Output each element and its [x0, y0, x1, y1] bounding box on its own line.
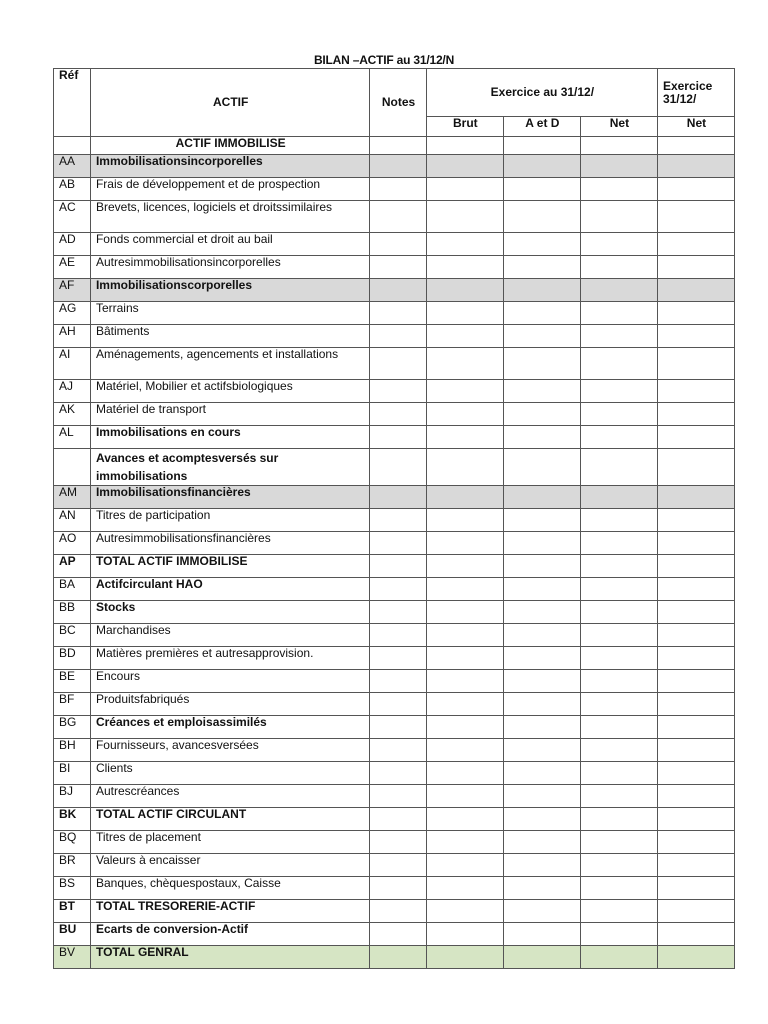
- table-row: [54, 877, 735, 900]
- notes-cell: [370, 670, 426, 693]
- net-prev-cell: [657, 555, 734, 578]
- ref-cell: AG: [54, 302, 91, 325]
- notes-cell: [370, 762, 426, 785]
- notes-cell: [370, 137, 426, 155]
- brut-cell: [426, 670, 503, 693]
- notes-cell: [370, 923, 426, 946]
- table-row: [54, 233, 735, 256]
- notes-cell: [370, 854, 426, 877]
- aetd-cell: [503, 380, 580, 403]
- notes-cell: [370, 256, 426, 279]
- label-cell: Immobilisationsincorporelles: [90, 155, 369, 178]
- notes-cell: [370, 739, 426, 762]
- brut-cell: [426, 178, 503, 201]
- net-prev-cell: [657, 509, 734, 532]
- ref-cell: AF: [54, 279, 91, 302]
- header-notes: Notes: [370, 69, 426, 137]
- notes-cell: [370, 178, 426, 201]
- brut-cell: [426, 325, 503, 348]
- net-cell: [580, 380, 657, 403]
- header-ref: Réf: [54, 69, 91, 137]
- table-row: [54, 201, 735, 233]
- table-row: [54, 380, 735, 403]
- label-cell: Matières premières et autresapprovision.: [90, 647, 369, 670]
- table-row: [54, 178, 735, 201]
- aetd-cell: [503, 785, 580, 808]
- brut-cell: [426, 279, 503, 302]
- ref-cell: AA: [54, 155, 91, 178]
- notes-cell: [370, 348, 426, 380]
- header-exercice-n: Exercice au 31/12/: [426, 69, 657, 117]
- header-actif: ACTIF: [90, 69, 369, 137]
- notes-cell: [370, 808, 426, 831]
- net-cell: [580, 601, 657, 624]
- ref-cell: BQ: [54, 831, 91, 854]
- brut-cell: [426, 137, 503, 155]
- net-prev-cell: [657, 201, 734, 233]
- aetd-cell: [503, 178, 580, 201]
- header-a-et-d: A et D: [503, 117, 580, 137]
- table-row: [54, 808, 735, 831]
- table-row: [54, 854, 735, 877]
- label-cell: TOTAL ACTIF CIRCULANT: [90, 808, 369, 831]
- net-prev-cell: [657, 325, 734, 348]
- label-cell: TOTAL TRESORERIE-ACTIF: [90, 900, 369, 923]
- brut-cell: [426, 647, 503, 670]
- aetd-cell: [503, 624, 580, 647]
- brut-cell: [426, 762, 503, 785]
- notes-cell: [370, 509, 426, 532]
- table-row: [54, 923, 735, 946]
- table-row: [54, 831, 735, 854]
- table-row: [54, 155, 735, 178]
- table-row: [54, 670, 735, 693]
- ref-cell: BT: [54, 900, 91, 923]
- ref-cell: BC: [54, 624, 91, 647]
- notes-cell: [370, 601, 426, 624]
- notes-cell: [370, 449, 426, 486]
- net-prev-cell: [657, 601, 734, 624]
- notes-cell: [370, 233, 426, 256]
- table-row: [54, 279, 735, 302]
- brut-cell: [426, 808, 503, 831]
- net-cell: [580, 693, 657, 716]
- notes-cell: [370, 426, 426, 449]
- ref-cell: AM: [54, 486, 91, 509]
- header-brut: Brut: [426, 117, 503, 137]
- aetd-cell: [503, 532, 580, 555]
- header-net-previous: Net: [657, 117, 734, 137]
- aetd-cell: [503, 426, 580, 449]
- brut-cell: [426, 578, 503, 601]
- net-prev-cell: [657, 426, 734, 449]
- table-row: [54, 624, 735, 647]
- table-row: [54, 302, 735, 325]
- label-cell: Bâtiments: [90, 325, 369, 348]
- label-cell: Ecarts de conversion-Actif: [90, 923, 369, 946]
- label-cell: Autresimmobilisationsfinancières: [90, 532, 369, 555]
- ref-cell: BE: [54, 670, 91, 693]
- label-cell: Terrains: [90, 302, 369, 325]
- label-cell: Aménagements, agencements et installations: [90, 348, 369, 380]
- notes-cell: [370, 624, 426, 647]
- table-row: [54, 647, 735, 670]
- net-prev-cell: [657, 178, 734, 201]
- net-prev-cell: [657, 923, 734, 946]
- table-row: [54, 578, 735, 601]
- net-prev-cell: [657, 762, 734, 785]
- net-cell: [580, 785, 657, 808]
- net-prev-cell: [657, 739, 734, 762]
- aetd-cell: [503, 716, 580, 739]
- ref-cell: AI: [54, 348, 91, 380]
- aetd-cell: [503, 155, 580, 178]
- label-cell: Immobilisationsfinancières: [90, 486, 369, 509]
- net-prev-cell: [657, 256, 734, 279]
- net-prev-cell: [657, 233, 734, 256]
- ref-cell: BI: [54, 762, 91, 785]
- net-cell: [580, 647, 657, 670]
- table-row: [54, 348, 735, 380]
- label-cell: TOTAL ACTIF IMMOBILISE: [90, 555, 369, 578]
- ref-cell: AH: [54, 325, 91, 348]
- net-cell: [580, 670, 657, 693]
- brut-cell: [426, 601, 503, 624]
- label-cell: Banques, chèquespostaux, Caisse: [90, 877, 369, 900]
- brut-cell: [426, 785, 503, 808]
- ref-cell: AL: [54, 426, 91, 449]
- brut-cell: [426, 946, 503, 969]
- net-cell: [580, 348, 657, 380]
- label-cell: Marchandises: [90, 624, 369, 647]
- notes-cell: [370, 325, 426, 348]
- net-cell: [580, 808, 657, 831]
- ref-cell: AE: [54, 256, 91, 279]
- ref-cell: AC: [54, 201, 91, 233]
- net-cell: [580, 178, 657, 201]
- label-cell: Créances et emploisassimilés: [90, 716, 369, 739]
- net-prev-cell: [657, 486, 734, 509]
- table-row: [54, 325, 735, 348]
- aetd-cell: [503, 578, 580, 601]
- aetd-cell: [503, 808, 580, 831]
- label-cell: Immobilisationscorporelles: [90, 279, 369, 302]
- table-row: [54, 532, 735, 555]
- notes-cell: [370, 302, 426, 325]
- ref-cell: AO: [54, 532, 91, 555]
- net-prev-cell: [657, 624, 734, 647]
- net-cell: [580, 302, 657, 325]
- ref-cell: AD: [54, 233, 91, 256]
- net-prev-cell: [657, 403, 734, 426]
- ref-cell: AP: [54, 555, 91, 578]
- label-cell: Titres de participation: [90, 509, 369, 532]
- net-cell: [580, 325, 657, 348]
- aetd-cell: [503, 201, 580, 233]
- notes-cell: [370, 716, 426, 739]
- ref-cell: BF: [54, 693, 91, 716]
- brut-cell: [426, 739, 503, 762]
- aetd-cell: [503, 946, 580, 969]
- brut-cell: [426, 403, 503, 426]
- notes-cell: [370, 785, 426, 808]
- ref-cell: BR: [54, 854, 91, 877]
- table-row: [54, 762, 735, 785]
- net-cell: [580, 403, 657, 426]
- ref-cell: BG: [54, 716, 91, 739]
- brut-cell: [426, 233, 503, 256]
- ref-cell: BV: [54, 946, 91, 969]
- brut-cell: [426, 693, 503, 716]
- notes-cell: [370, 900, 426, 923]
- ref-cell: BD: [54, 647, 91, 670]
- label-cell: Immobilisations en cours: [90, 426, 369, 449]
- net-cell: [580, 256, 657, 279]
- net-prev-cell: [657, 137, 734, 155]
- brut-cell: [426, 348, 503, 380]
- label-cell: Frais de développement et de prospection: [90, 178, 369, 201]
- net-prev-cell: [657, 808, 734, 831]
- aetd-cell: [503, 877, 580, 900]
- brut-cell: [426, 256, 503, 279]
- header-exercice-n1: Exercice 31/12/: [657, 69, 734, 117]
- label-cell: Titres de placement: [90, 831, 369, 854]
- net-prev-cell: [657, 302, 734, 325]
- label-cell: Fonds commercial et droit au bail: [90, 233, 369, 256]
- notes-cell: [370, 877, 426, 900]
- aetd-cell: [503, 647, 580, 670]
- ref-cell: AJ: [54, 380, 91, 403]
- table-row: [54, 426, 735, 449]
- aetd-cell: [503, 256, 580, 279]
- notes-cell: [370, 279, 426, 302]
- net-cell: [580, 762, 657, 785]
- net-cell: [580, 532, 657, 555]
- net-cell: [580, 716, 657, 739]
- label-cell: Actifcirculant HAO: [90, 578, 369, 601]
- aetd-cell: [503, 762, 580, 785]
- ref-cell: BK: [54, 808, 91, 831]
- net-prev-cell: [657, 693, 734, 716]
- brut-cell: [426, 877, 503, 900]
- ref-cell: BB: [54, 601, 91, 624]
- label-cell: Matériel de transport: [90, 403, 369, 426]
- net-prev-cell: [657, 532, 734, 555]
- brut-cell: [426, 716, 503, 739]
- label-cell: TOTAL GENRAL: [90, 946, 369, 969]
- ref-cell: BH: [54, 739, 91, 762]
- brut-cell: [426, 302, 503, 325]
- brut-cell: [426, 624, 503, 647]
- brut-cell: [426, 900, 503, 923]
- aetd-cell: [503, 486, 580, 509]
- ref-cell: BS: [54, 877, 91, 900]
- notes-cell: [370, 555, 426, 578]
- net-cell: [580, 624, 657, 647]
- aetd-cell: [503, 348, 580, 380]
- brut-cell: [426, 532, 503, 555]
- net-cell: [580, 201, 657, 233]
- net-prev-cell: [657, 900, 734, 923]
- net-cell: [580, 555, 657, 578]
- table-row: [54, 601, 735, 624]
- net-prev-cell: [657, 946, 734, 969]
- brut-cell: [426, 923, 503, 946]
- net-cell: [580, 509, 657, 532]
- aetd-cell: [503, 601, 580, 624]
- aetd-cell: [503, 739, 580, 762]
- brut-cell: [426, 854, 503, 877]
- brut-cell: [426, 486, 503, 509]
- label-cell: Clients: [90, 762, 369, 785]
- net-prev-cell: [657, 854, 734, 877]
- label-cell: Brevets, licences, logiciels et droitssimilaires: [90, 201, 369, 233]
- brut-cell: [426, 155, 503, 178]
- brut-cell: [426, 449, 503, 486]
- aetd-cell: [503, 137, 580, 155]
- ref-cell: [54, 449, 91, 486]
- net-cell: [580, 233, 657, 256]
- notes-cell: [370, 647, 426, 670]
- table-row: [54, 900, 735, 923]
- table-row: [54, 403, 735, 426]
- net-prev-cell: [657, 716, 734, 739]
- net-cell: [580, 449, 657, 486]
- table-row: [54, 555, 735, 578]
- net-prev-cell: [657, 785, 734, 808]
- notes-cell: [370, 403, 426, 426]
- brut-cell: [426, 380, 503, 403]
- net-prev-cell: [657, 578, 734, 601]
- aetd-cell: [503, 693, 580, 716]
- aetd-cell: [503, 325, 580, 348]
- notes-cell: [370, 946, 426, 969]
- net-prev-cell: [657, 348, 734, 380]
- notes-cell: [370, 532, 426, 555]
- net-cell: [580, 578, 657, 601]
- net-cell: [580, 923, 657, 946]
- net-prev-cell: [657, 279, 734, 302]
- label-cell: Avances et acomptesversés sur immobilisations: [90, 449, 369, 486]
- label-cell: Encours: [90, 670, 369, 693]
- brut-cell: [426, 555, 503, 578]
- net-prev-cell: [657, 449, 734, 486]
- label-cell: Matériel, Mobilier et actifsbiologiques: [90, 380, 369, 403]
- table-row: [54, 509, 735, 532]
- aetd-cell: [503, 233, 580, 256]
- net-cell: [580, 946, 657, 969]
- net-cell: [580, 486, 657, 509]
- aetd-cell: [503, 854, 580, 877]
- ref-cell: AN: [54, 509, 91, 532]
- net-cell: [580, 900, 657, 923]
- net-cell: [580, 426, 657, 449]
- aetd-cell: [503, 831, 580, 854]
- net-prev-cell: [657, 877, 734, 900]
- net-prev-cell: [657, 380, 734, 403]
- brut-cell: [426, 426, 503, 449]
- aetd-cell: [503, 449, 580, 486]
- aetd-cell: [503, 279, 580, 302]
- ref-cell: AK: [54, 403, 91, 426]
- page-title: BILAN –ACTIF au 31/12/N: [313, 53, 455, 67]
- ref-cell: BU: [54, 923, 91, 946]
- net-cell: [580, 155, 657, 178]
- header-net: Net: [580, 117, 657, 137]
- table-row: [54, 946, 735, 969]
- notes-cell: [370, 486, 426, 509]
- brut-cell: [426, 509, 503, 532]
- net-cell: [580, 739, 657, 762]
- table-row: [54, 486, 735, 509]
- ref-cell: BJ: [54, 785, 91, 808]
- aetd-cell: [503, 923, 580, 946]
- label-cell: Fournisseurs, avancesversées: [90, 739, 369, 762]
- notes-cell: [370, 201, 426, 233]
- table-row: [54, 739, 735, 762]
- aetd-cell: [503, 403, 580, 426]
- aetd-cell: [503, 555, 580, 578]
- net-prev-cell: [657, 155, 734, 178]
- aetd-cell: [503, 509, 580, 532]
- brut-cell: [426, 201, 503, 233]
- net-prev-cell: [657, 831, 734, 854]
- notes-cell: [370, 380, 426, 403]
- net-cell: [580, 877, 657, 900]
- ref-cell: [54, 137, 91, 155]
- label-cell: Stocks: [90, 601, 369, 624]
- brut-cell: [426, 831, 503, 854]
- net-cell: [580, 137, 657, 155]
- net-prev-cell: [657, 647, 734, 670]
- label-cell: Autresimmobilisationsincorporelles: [90, 256, 369, 279]
- table-row: [54, 449, 735, 486]
- bilan-actif-table: [53, 68, 735, 969]
- notes-cell: [370, 831, 426, 854]
- table-row: [54, 716, 735, 739]
- notes-cell: [370, 578, 426, 601]
- ref-cell: AB: [54, 178, 91, 201]
- aetd-cell: [503, 670, 580, 693]
- notes-cell: [370, 693, 426, 716]
- label-cell: Valeurs à encaisser: [90, 854, 369, 877]
- label-cell: Autrescréances: [90, 785, 369, 808]
- table-row: [54, 256, 735, 279]
- ref-cell: BA: [54, 578, 91, 601]
- section-title: ACTIF IMMOBILISE: [90, 137, 369, 155]
- table-row: [54, 785, 735, 808]
- table-row: [54, 693, 735, 716]
- aetd-cell: [503, 302, 580, 325]
- net-cell: [580, 279, 657, 302]
- net-prev-cell: [657, 670, 734, 693]
- label-cell: Produitsfabriqués: [90, 693, 369, 716]
- aetd-cell: [503, 900, 580, 923]
- net-cell: [580, 831, 657, 854]
- notes-cell: [370, 155, 426, 178]
- net-cell: [580, 854, 657, 877]
